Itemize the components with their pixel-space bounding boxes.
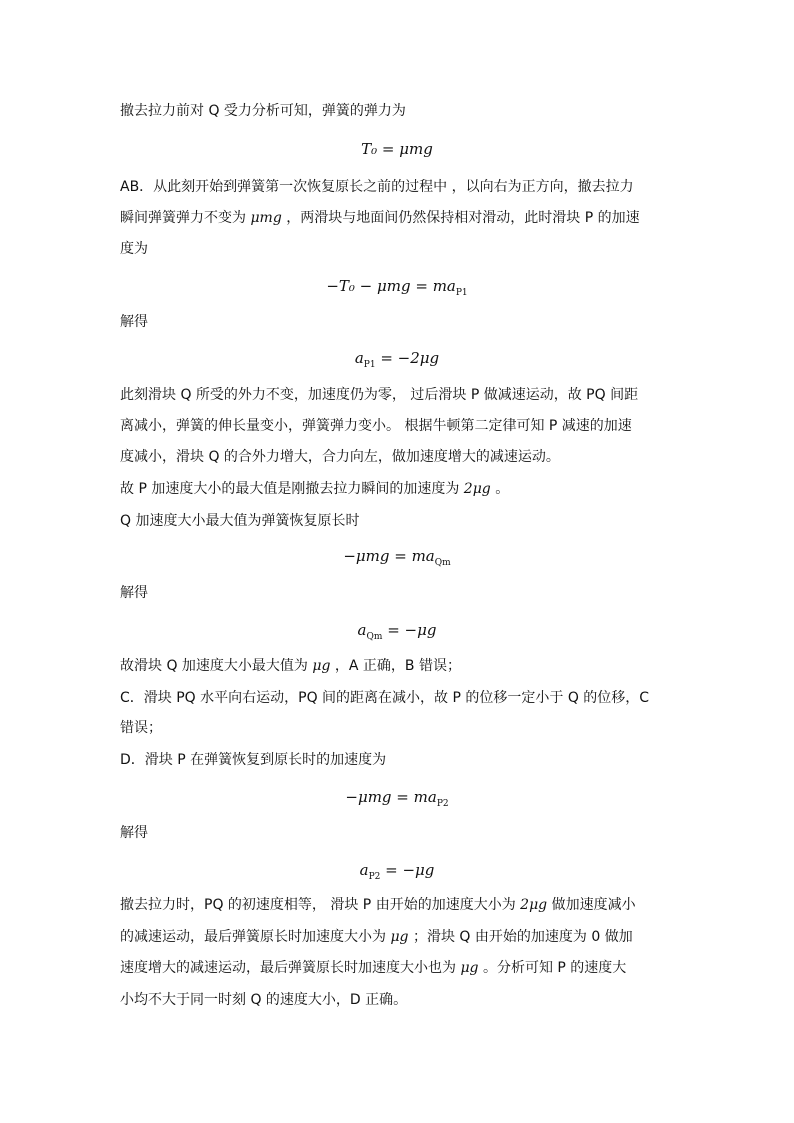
equation-subscript: P1 bbox=[363, 360, 376, 370]
text-line: 解得 bbox=[120, 825, 148, 841]
inline-math: μg bbox=[390, 929, 409, 945]
text-span: 瞬间弹簧弹力不变为 bbox=[120, 210, 246, 226]
inline-math: μg bbox=[312, 658, 331, 674]
text-line: 撤去拉力前对 Q 受力分析可知，弹簧的弹力为 bbox=[120, 103, 406, 119]
text-line: 度减小，滑块 Q 的合外力增大，合力向左，做加速度增大的减速运动。 bbox=[120, 449, 560, 465]
equation-subscript: Qm bbox=[366, 632, 383, 642]
text-line: 解得 bbox=[120, 314, 148, 330]
text-line: D．滑块 P 在弹簧恢复到原长时的加速度为 bbox=[120, 752, 387, 768]
text-line bbox=[120, 656, 461, 676]
equation-subscript: P1 bbox=[455, 288, 468, 298]
equation-rest: = −μg bbox=[382, 621, 437, 639]
equation bbox=[0, 546, 794, 573]
text-line: 离减小，弹簧的伸长量变小，弹簧弹力变小。 根据牛顿第二定律可知 P 减速的加速 bbox=[120, 418, 632, 434]
equation bbox=[0, 276, 794, 303]
equation-main: a bbox=[359, 861, 369, 879]
inline-math: μg bbox=[460, 960, 479, 976]
equation bbox=[0, 787, 794, 814]
text-span: 的减速运动，最后弹簧原长时加速度大小为 bbox=[120, 929, 386, 945]
equation-rest: = −μg bbox=[380, 861, 435, 879]
text-line: 小均不大于同一时刻 Q 的速度大小，D 正确。 bbox=[120, 992, 408, 1008]
text-span: ，两滑块与地面间仍然保持相对滑动，此时滑块 P 的加速 bbox=[286, 210, 640, 226]
text-span: 速度增大的减速运动，最后弹簧原长时加速度大小也为 bbox=[120, 960, 456, 976]
equation-main: −T₀ − μmg = ma bbox=[326, 277, 456, 295]
equation-rest: = −2μg bbox=[375, 349, 440, 367]
text-span: 做加速度减小 bbox=[551, 897, 636, 913]
text-line: 度为 bbox=[120, 241, 148, 257]
text-line: 此刻滑块 Q 所受的外力不变，加速度仍为零， 过后滑块 P 做减速运动，故 PQ 间距 bbox=[120, 387, 639, 403]
equation-subscript: P2 bbox=[368, 872, 381, 882]
text-line bbox=[120, 208, 640, 228]
text-span: 撤去拉力时，PQ 的初速度相等， 滑块 P 由开始的加速度大小为 bbox=[120, 897, 516, 913]
text-span: 。 bbox=[495, 481, 510, 497]
text-line bbox=[120, 479, 509, 499]
equation-subscript: Qm bbox=[434, 558, 451, 568]
inline-math: 2μg bbox=[520, 897, 548, 913]
text-line bbox=[120, 895, 636, 915]
text-span: 。分析可知 P 的速度大 bbox=[482, 960, 627, 976]
equation-main: −μmg = ma bbox=[345, 788, 437, 806]
equation-main: a bbox=[354, 349, 364, 367]
text-span: 故 P 加速度大小的最大值是刚撤去拉力瞬间的加速度为 bbox=[120, 481, 460, 497]
text-line: C．滑块 PQ 水平向右运动，PQ 间的距离在减小，故 P 的位移一定小于 Q 的位移，C bbox=[120, 690, 650, 706]
text-span: ；滑块 Q 由开始的加速度为 0 做加 bbox=[412, 929, 633, 945]
equation-main: −μmg = ma bbox=[343, 547, 435, 565]
equation: T₀ = μmg bbox=[361, 140, 433, 158]
inline-math: μmg bbox=[250, 210, 282, 226]
text-line bbox=[120, 958, 626, 978]
inline-math: 2μg bbox=[463, 481, 491, 497]
equation-main: a bbox=[357, 621, 367, 639]
text-line: AB．从此刻开始到弹簧第一次恢复原长之前的过程中 ，以向右为正方向，撤去拉力 bbox=[120, 179, 634, 195]
equation bbox=[0, 860, 794, 887]
equation bbox=[0, 620, 794, 647]
text-line bbox=[120, 927, 633, 947]
text-line: 解得 bbox=[120, 585, 148, 601]
text-span: ，A 正确，B 错误； bbox=[334, 658, 461, 674]
text-line: Q 加速度大小最大值为弹簧恢复原长时 bbox=[120, 513, 360, 529]
equation-subscript: P2 bbox=[436, 799, 449, 809]
equation bbox=[0, 348, 794, 375]
text-span: 故滑块 Q 加速度大小最大值为 bbox=[120, 658, 308, 674]
text-line: 错误； bbox=[120, 720, 162, 736]
